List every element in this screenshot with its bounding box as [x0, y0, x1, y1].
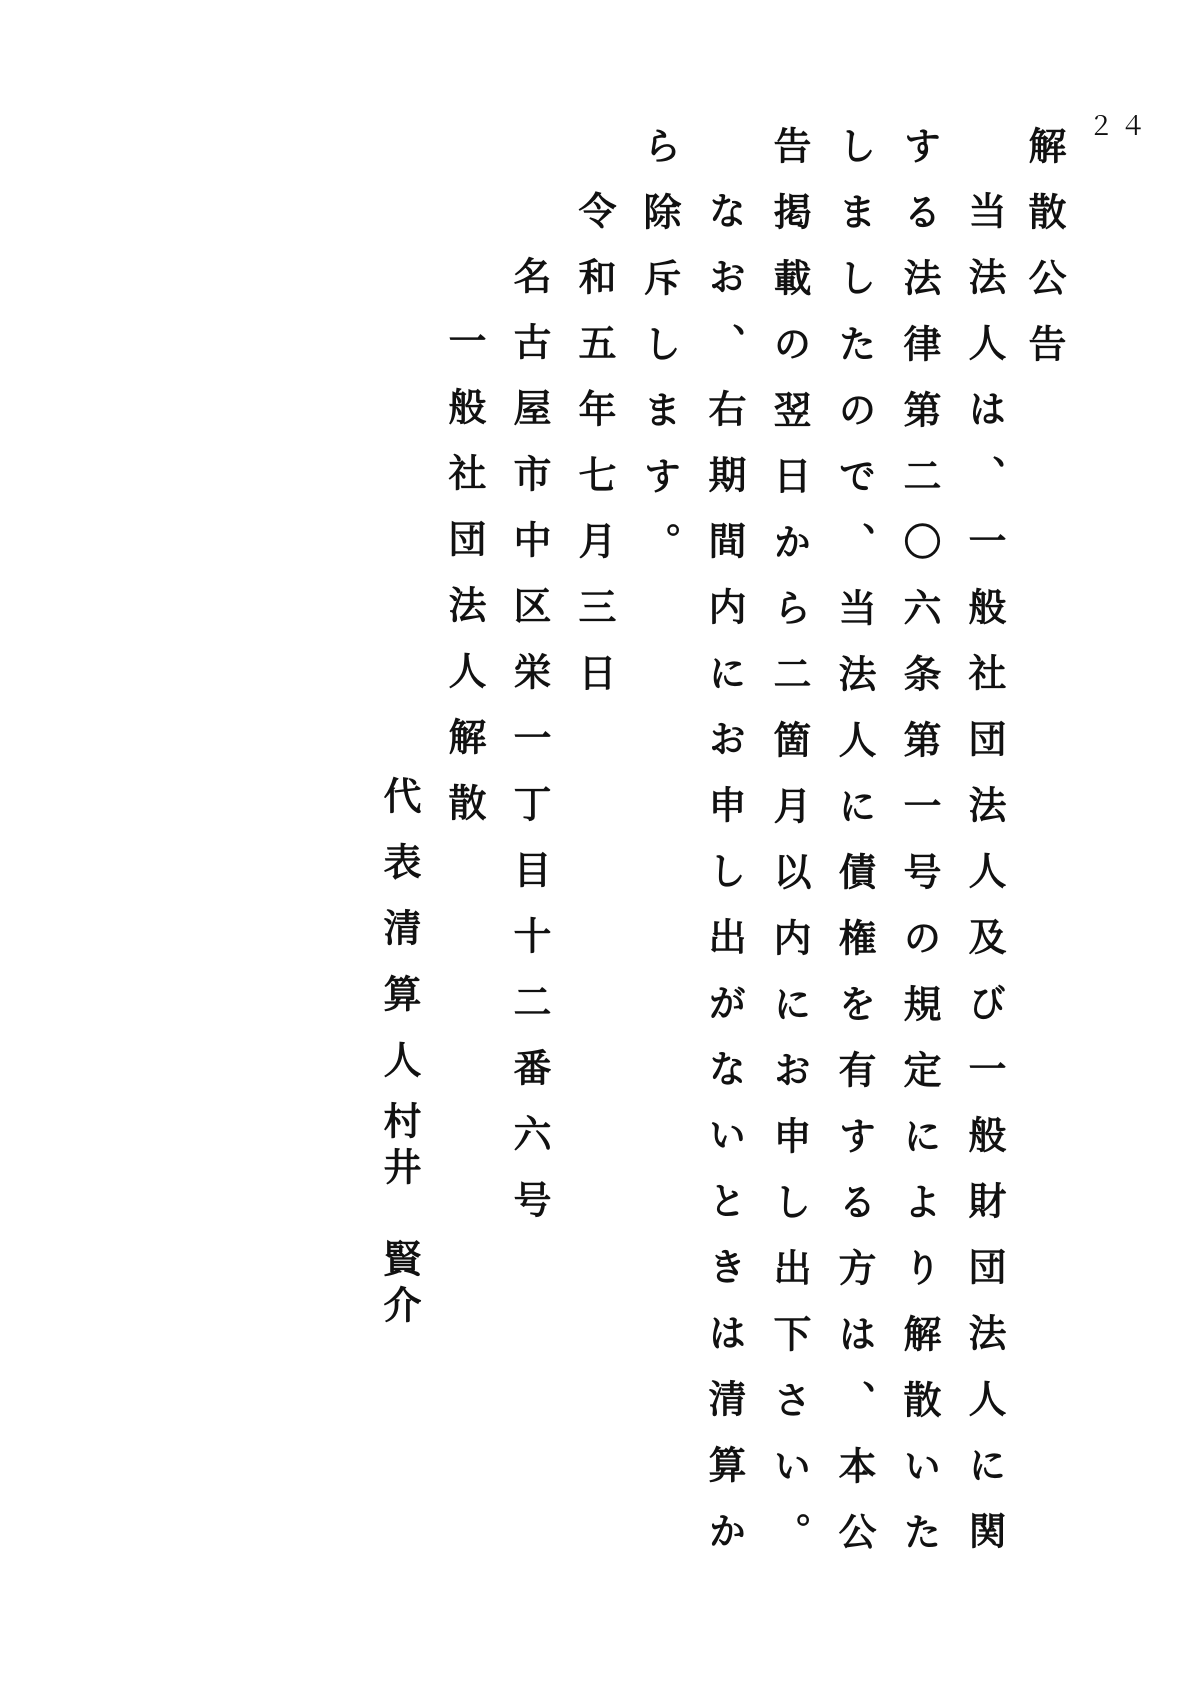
notice-title: 解散公告 — [1022, 126, 1066, 390]
signatory-title: 代表清算人 — [377, 776, 421, 1106]
page-number: ２４ — [1088, 112, 1153, 142]
body-line-5: なお、右期間内にお申し出がないときは清算か — [702, 191, 746, 1577]
body-line-3: しましたので、当法人に債権を有する方は、本公 — [832, 126, 876, 1578]
body-line-1: 当法人は、一般社団法人及び一般財団法人に関 — [962, 191, 1006, 1577]
organization-name: 一般社団法人解散 — [442, 321, 486, 849]
signatory-name: 村井 賢介 — [377, 1101, 421, 1331]
body-line-2: する法律第二〇六条第一号の規定により解散いた — [897, 126, 941, 1578]
body-line-4: 告掲載の翌日から二箇月以内にお申し出下さい。 — [767, 126, 811, 1578]
company-address: 名古屋市中区栄一丁目十二番六号 — [507, 256, 551, 1246]
body-line-6: ら除斥します。 — [637, 126, 681, 588]
notice-date: 令和五年七月三日 — [572, 191, 616, 719]
